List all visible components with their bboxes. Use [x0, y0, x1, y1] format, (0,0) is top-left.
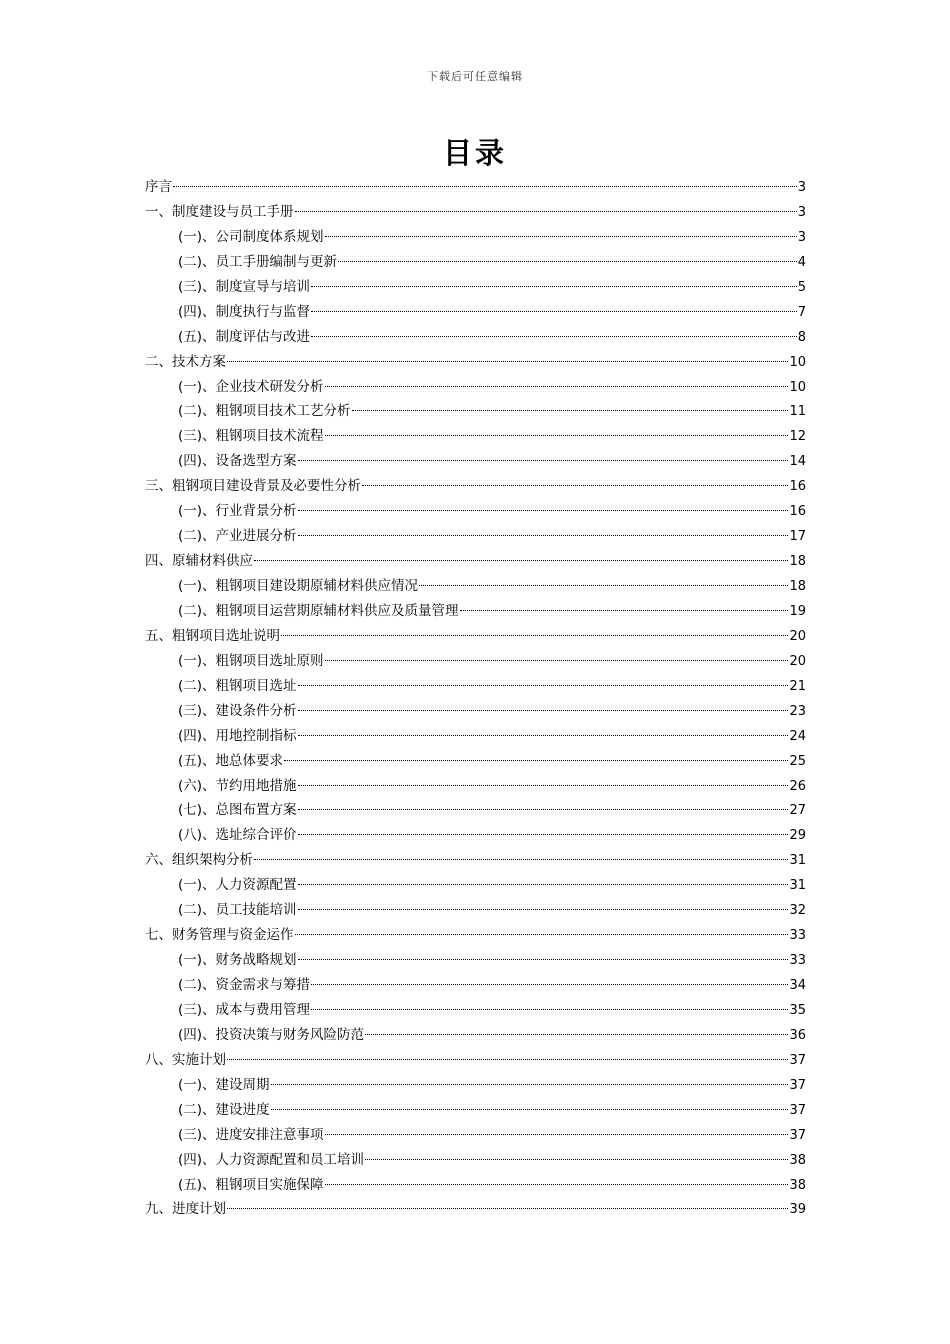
toc-entry[interactable]: [145, 377, 806, 402]
header-note: 下载后可任意编辑: [427, 70, 523, 83]
toc-entry-label: (二)、粗钢项目选址: [178, 677, 297, 694]
toc-entry-page-number: 4: [797, 254, 806, 270]
toc-entry-page-number: 25: [789, 753, 806, 769]
toc-dot-leader: [311, 286, 797, 287]
toc-dot-leader: [362, 485, 788, 486]
toc-entry-label: (二)、员工手册编制与更新: [178, 253, 338, 270]
toc-entry-label: 九、进度计划: [145, 1201, 226, 1218]
toc-dot-leader: [298, 959, 789, 960]
toc-dot-leader: [311, 1009, 788, 1010]
toc-entry-page-number: 3: [797, 180, 806, 195]
toc-dot-leader: [298, 884, 789, 885]
toc-entry-label: 四、原辅材料供应: [145, 553, 253, 570]
toc-entry[interactable]: [145, 227, 806, 252]
toc-entry-label: 八、实施计划: [145, 1051, 226, 1068]
toc-entry-label: (二)、粗钢项目技术工艺分析: [178, 403, 351, 420]
toc-entry[interactable]: [145, 925, 806, 950]
toc-dot-leader: [281, 635, 788, 636]
toc-entry-label: (三)、进度安排注意事项: [178, 1126, 324, 1143]
toc-dot-leader: [254, 859, 788, 860]
toc-entry-page-number: 33: [789, 928, 806, 944]
toc-dot-leader: [298, 809, 789, 810]
toc-entry[interactable]: [145, 551, 806, 576]
toc-entry-label: (一)、企业技术研发分析: [178, 378, 324, 395]
toc-entry-label: (一)、行业背景分析: [178, 503, 297, 520]
toc-entry-page-number: 16: [789, 479, 806, 495]
toc-entry[interactable]: [145, 975, 806, 1000]
toc-dot-leader: [271, 1084, 789, 1085]
toc-dot-leader: [338, 261, 797, 262]
toc-entry[interactable]: [145, 352, 806, 377]
toc-entry-label: (五)、地总体要求: [178, 752, 284, 769]
toc-entry-label: (一)、人力资源配置: [178, 877, 297, 894]
toc-entry-page-number: 36: [789, 1027, 806, 1043]
toc-dot-leader: [460, 610, 789, 611]
toc-dot-leader: [227, 361, 788, 362]
toc-entry[interactable]: [145, 1125, 806, 1150]
toc-dot-leader: [352, 410, 789, 411]
toc-entry-page-number: 20: [789, 653, 806, 669]
toc-entry-label: (四)、投资决策与财务风险防范: [178, 1026, 365, 1043]
toc-entry[interactable]: [145, 1025, 806, 1050]
toc-dot-leader: [295, 934, 789, 935]
toc-entry-label: (一)、公司制度体系规划: [178, 228, 324, 245]
toc-dot-leader: [298, 785, 789, 786]
toc-dot-leader: [325, 660, 789, 661]
toc-dot-leader: [325, 1134, 789, 1135]
toc-entry-label: (七)、总图布置方案: [178, 802, 297, 819]
toc-entry[interactable]: [145, 875, 806, 900]
toc-entry[interactable]: [145, 800, 806, 825]
toc-entry[interactable]: [145, 701, 806, 726]
toc-entry-label: 序言: [145, 179, 172, 195]
toc-entry-label: (四)、人力资源配置和员工培训: [178, 1151, 365, 1168]
toc-entry[interactable]: [145, 950, 806, 975]
toc-entry[interactable]: [145, 1150, 806, 1175]
toc-dot-leader: [298, 685, 789, 686]
toc-dot-leader: [298, 710, 789, 711]
toc-entry[interactable]: [145, 1199, 806, 1224]
toc-entry-label: 五、粗钢项目选址说明: [145, 627, 280, 644]
toc-entry-label: (五)、粗钢项目实施保障: [178, 1176, 324, 1193]
toc-entry-page-number: 10: [789, 379, 806, 395]
toc-dot-leader: [298, 460, 789, 461]
toc-entry-page-number: 17: [789, 529, 806, 545]
toc-entry[interactable]: [145, 252, 806, 277]
toc-entry-label: (四)、设备选型方案: [178, 453, 297, 470]
toc-entry-label: (八)、选址综合评价: [178, 827, 297, 844]
toc-entry[interactable]: [145, 1100, 806, 1125]
toc-dot-leader: [254, 560, 788, 561]
toc-entry-label: (一)、建设周期: [178, 1076, 270, 1093]
toc-entry-page-number: 3: [797, 229, 806, 245]
toc-entry-label: 三、粗钢项目建设背景及必要性分析: [145, 478, 361, 495]
toc-dot-leader: [311, 311, 797, 312]
toc-entry-label: 六、组织架构分析: [145, 852, 253, 869]
toc-dot-leader: [173, 186, 797, 187]
toc-entry-label: (三)、建设条件分析: [178, 702, 297, 719]
toc-entry-page-number: 37: [789, 1077, 806, 1093]
toc-entry-label: (一)、粗钢项目选址原则: [178, 652, 324, 669]
toc-entry-page-number: 14: [789, 454, 806, 470]
toc-entry-page-number: 39: [789, 1202, 806, 1218]
toc-entry-page-number: 32: [789, 903, 806, 919]
toc-entry[interactable]: [145, 302, 806, 327]
toc-entry-page-number: 21: [789, 678, 806, 694]
toc-entry-label: (五)、制度评估与改进: [178, 328, 311, 345]
toc-entry[interactable]: [145, 601, 806, 626]
toc-entry[interactable]: [145, 476, 806, 501]
toc-entry[interactable]: [145, 1075, 806, 1100]
toc-entry-page-number: 26: [789, 778, 806, 794]
toc-entry-page-number: 29: [789, 828, 806, 844]
toc-entry[interactable]: [145, 426, 806, 451]
toc-entry-page-number: 35: [789, 1002, 806, 1018]
toc-entry-page-number: 3: [797, 204, 806, 220]
toc-dot-leader: [271, 1109, 789, 1110]
toc-dot-leader: [325, 1184, 789, 1185]
toc-entry-label: (二)、资金需求与筹措: [178, 977, 311, 993]
toc-dot-leader: [419, 585, 788, 586]
toc-dot-leader: [298, 535, 789, 536]
toc-entry-page-number: 37: [789, 1052, 806, 1068]
toc-entry[interactable]: [145, 850, 806, 875]
toc-entry[interactable]: [145, 626, 806, 651]
toc-entry-page-number: 12: [789, 429, 806, 445]
toc-entry-label: (三)、粗钢项目技术流程: [178, 428, 324, 445]
toc-dot-leader: [284, 760, 788, 761]
toc-entry-page-number: 27: [789, 803, 806, 819]
toc-entry[interactable]: [145, 277, 806, 302]
toc-entry-page-number: 34: [789, 978, 806, 993]
toc-entry-page-number: 18: [789, 579, 806, 594]
toc-entry[interactable]: [145, 327, 806, 352]
toc-entry[interactable]: [145, 177, 806, 202]
toc-entry-page-number: 11: [789, 404, 806, 420]
toc-entry-page-number: 16: [789, 504, 806, 520]
toc-entry[interactable]: [145, 1000, 806, 1025]
toc-entry[interactable]: [145, 1050, 806, 1075]
toc-entry[interactable]: [145, 751, 806, 776]
toc-entry-label: (三)、成本与费用管理: [178, 1001, 311, 1018]
toc-entry-page-number: 33: [789, 953, 806, 969]
page-title: 目录: [442, 136, 507, 170]
toc-entry[interactable]: [145, 451, 806, 476]
toc-entry-label: (一)、粗钢项目建设期原辅材料供应情况: [178, 578, 419, 594]
toc-entry-page-number: 24: [789, 728, 806, 744]
toc-dot-leader: [298, 510, 789, 511]
toc-entry-page-number: 7: [797, 304, 806, 320]
toc-entry[interactable]: [145, 1175, 806, 1200]
toc-entry-label: (三)、制度宣导与培训: [178, 278, 311, 295]
toc-entry[interactable]: [145, 726, 806, 751]
toc-entry-page-number: 20: [789, 628, 806, 644]
toc-entry-label: 七、财务管理与资金运作: [145, 927, 294, 944]
toc-entry-label: (二)、粗钢项目运营期原辅材料供应及质量管理: [178, 602, 459, 619]
toc-dot-leader: [298, 909, 789, 910]
toc-entry-page-number: 5: [797, 279, 806, 295]
toc-dot-leader: [227, 1059, 788, 1060]
toc-entry[interactable]: [145, 825, 806, 850]
toc-dot-leader: [295, 211, 797, 212]
toc-entry-page-number: 18: [789, 554, 806, 570]
toc-entry-page-number: 31: [789, 853, 806, 869]
toc-entry[interactable]: [145, 501, 806, 526]
toc-entry-page-number: 37: [789, 1102, 806, 1118]
toc-entry-label: (四)、制度执行与监督: [178, 303, 311, 320]
toc-dot-leader: [298, 834, 789, 835]
toc-entry[interactable]: [145, 900, 806, 925]
toc-entry[interactable]: [145, 576, 806, 601]
toc-dot-leader: [311, 336, 797, 337]
toc-dot-leader: [311, 984, 788, 985]
toc-entry[interactable]: [145, 776, 806, 801]
toc-entry-label: 一、制度建设与员工手册: [145, 203, 294, 220]
toc-entry-label: (六)、节约用地措施: [178, 777, 297, 794]
toc-dot-leader: [325, 386, 789, 387]
toc-dot-leader: [365, 1034, 788, 1035]
toc-entry[interactable]: [145, 651, 806, 676]
toc-dot-leader: [298, 735, 789, 736]
toc-entry-page-number: 38: [789, 1152, 806, 1168]
toc-entry-label: (一)、财务战略规划: [178, 952, 297, 969]
toc-entry[interactable]: [145, 526, 806, 551]
toc-dot-leader: [227, 1208, 788, 1209]
toc-entry[interactable]: [145, 676, 806, 701]
toc-entry-page-number: 19: [789, 603, 806, 619]
toc-entry-label: (二)、建设进度: [178, 1101, 270, 1118]
table-of-contents: [145, 177, 806, 1224]
toc-entry-label: (二)、员工技能培训: [178, 902, 297, 919]
toc-entry-page-number: 37: [789, 1127, 806, 1143]
toc-dot-leader: [325, 435, 789, 436]
toc-entry-page-number: 10: [789, 354, 806, 370]
toc-entry-label: (二)、产业进展分析: [178, 528, 297, 545]
toc-entry-page-number: 8: [797, 329, 806, 345]
toc-entry-page-number: 38: [789, 1177, 806, 1193]
toc-dot-leader: [365, 1159, 788, 1160]
toc-entry-label: (四)、用地控制指标: [178, 727, 297, 744]
toc-entry[interactable]: [145, 202, 806, 227]
toc-dot-leader: [325, 236, 797, 237]
toc-entry-page-number: 31: [789, 878, 806, 894]
toc-entry[interactable]: [145, 401, 806, 426]
toc-entry-page-number: 23: [789, 703, 806, 719]
toc-entry-label: 二、技术方案: [145, 353, 226, 370]
